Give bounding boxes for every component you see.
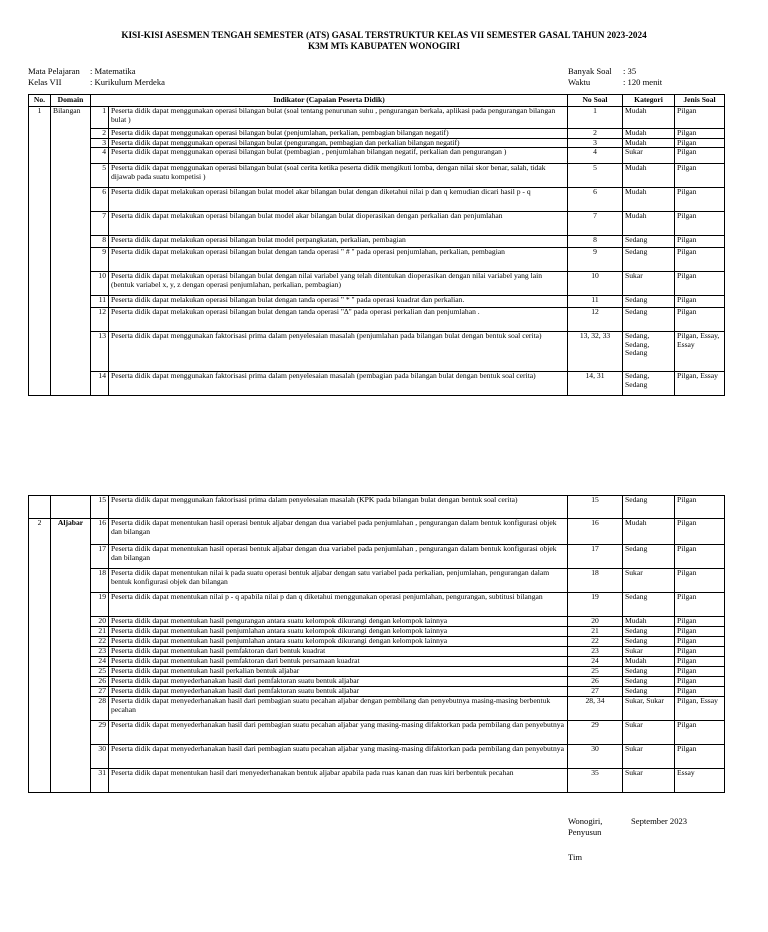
table-row — [29, 107, 725, 129]
kategori-cell: Mudah — [623, 129, 675, 139]
no-soal-cell: 2 — [568, 129, 623, 139]
header-no: No. — [29, 95, 51, 107]
waktu-label: Waktu — [568, 77, 591, 87]
indikator-text: Peserta didik dapat menyederhanakan hasil dari pemfaktoran suatu bentuk aljabar — [109, 677, 568, 687]
indikator-number: 3 — [91, 138, 109, 148]
indikator-number: 2 — [91, 129, 109, 139]
indikator-number: 31 — [91, 769, 109, 793]
jenis-soal-cell: Pilgan — [675, 248, 725, 272]
table-row — [29, 248, 725, 272]
jenis-soal-cell: Pilgan — [675, 721, 725, 745]
table-row — [29, 308, 725, 332]
jenis-soal-cell: Pilgan — [675, 687, 725, 697]
jenis-soal-cell: Pilgan — [675, 107, 725, 129]
indikator-text: Peserta didik dapat melakukan operasi bilangan bulat model akar bilangan bulat dioperasikan dengan perkalian dan penjumlahan — [109, 212, 568, 236]
kategori-cell: Sukar — [623, 647, 675, 657]
table-row — [29, 212, 725, 236]
table-row — [29, 647, 725, 657]
table-row — [29, 569, 725, 593]
no-soal-cell: 18 — [568, 569, 623, 593]
indikator-number: 7 — [91, 212, 109, 236]
domain-cell-empty — [51, 496, 91, 519]
table-row — [29, 164, 725, 188]
table-row — [29, 721, 725, 745]
indikator-text: Peserta didik dapat menyederhanakan hasil dari pembagian suatu pecahan aljabar dengan pembilang dan penyebutnya masing-masing berbentuk pecahan — [109, 697, 568, 721]
table-row — [29, 657, 725, 667]
table-row — [29, 627, 725, 637]
table-row — [29, 637, 725, 647]
footer-role: Penyusun — [568, 827, 602, 837]
jenis-soal-cell: Pilgan — [675, 148, 725, 164]
jenis-soal-cell: Pilgan — [675, 236, 725, 248]
indikator-number: 15 — [91, 496, 109, 519]
jenis-soal-cell: Pilgan, Essay — [675, 372, 725, 396]
indikator-number: 17 — [91, 545, 109, 569]
jenis-soal-cell: Pilgan, Essay, Essay — [675, 332, 725, 372]
indikator-text: Peserta didik dapat menentukan hasil penjumlahan antara suatu kelompok dikurangi dengan kelompok lainnya — [109, 637, 568, 647]
table-row — [29, 296, 725, 308]
header-jenis-soal: Jenis Soal — [675, 95, 725, 107]
kategori-cell: Sukar — [623, 148, 675, 164]
kategori-cell: Sedang — [623, 308, 675, 332]
table-row — [29, 236, 725, 248]
kategori-cell: Sedang — [623, 236, 675, 248]
no-soal-cell: 13, 32, 33 — [568, 332, 623, 372]
indikator-text: Peserta didik dapat menggunakan faktorisasi prima dalam penyelesaian masalah (KPK pada bilangan bulat dengan bentuk soal cerita) — [109, 496, 568, 519]
indikator-text: Peserta didik dapat melakukan operasi bilangan bulat model perpangkatan, perkalian, pembagian — [109, 236, 568, 248]
kategori-cell: Mudah — [623, 519, 675, 545]
indikator-text: Peserta didik dapat menentukan nilai p - q apabila nilai p dan q diketahui menggunakan operasi penjumlahan, pengurangan, subtitusi bilangan — [109, 593, 568, 617]
no-soal-cell: 22 — [568, 637, 623, 647]
indikator-number: 13 — [91, 332, 109, 372]
table-row — [29, 188, 725, 212]
indikator-text: Peserta didik dapat menggunakan operasi bilangan bulat (penjumlahan, perkalian, pembagian bilangan negatif) — [109, 129, 568, 139]
jenis-soal-cell: Pilgan — [675, 569, 725, 593]
kelas-label: Kelas VII — [28, 77, 62, 87]
indikator-text: Peserta didik dapat menyederhanakan hasil dari pembagian suatu pecahan aljabar yang masing-masing difaktorkan pada pembilang dan penyebutnya — [109, 745, 568, 769]
indikator-text: Peserta didik dapat menentukan hasil pengurangan antara suatu kelompok dikurangi dengan kelompok lainnya — [109, 617, 568, 627]
table-row — [29, 593, 725, 617]
indikator-number: 14 — [91, 372, 109, 396]
kategori-cell: Mudah — [623, 164, 675, 188]
document-subtitle: K3M MTs KABUPATEN WONOGIRI — [307, 41, 461, 51]
table-row — [29, 667, 725, 677]
no-soal-cell: 27 — [568, 687, 623, 697]
table-row — [29, 697, 725, 721]
no-soal-cell: 7 — [568, 212, 623, 236]
no-soal-cell: 28, 34 — [568, 697, 623, 721]
kategori-cell: Sedang — [623, 687, 675, 697]
jenis-soal-cell: Pilgan — [675, 138, 725, 148]
jenis-soal-cell: Pilgan — [675, 617, 725, 627]
domain-cell: Aljabar — [51, 519, 91, 793]
no-soal-cell: 9 — [568, 248, 623, 272]
kategori-cell: Sedang — [623, 248, 675, 272]
footer-date: September 2023 — [631, 816, 688, 826]
table-row — [29, 129, 725, 139]
indikator-number: 20 — [91, 617, 109, 627]
header-domain: Domain — [51, 95, 91, 107]
no-soal-cell: 15 — [568, 496, 623, 519]
jenis-soal-cell: Pilgan — [675, 637, 725, 647]
jenis-soal-cell: Pilgan — [675, 496, 725, 519]
no-soal-cell: 19 — [568, 593, 623, 617]
kategori-cell: Sedang — [623, 637, 675, 647]
kategori-cell: Mudah — [623, 188, 675, 212]
kategori-cell: Sukar — [623, 272, 675, 296]
table-row — [29, 519, 725, 545]
no-soal-cell: 8 — [568, 236, 623, 248]
banyak-soal-label: Banyak Soal — [568, 66, 612, 76]
no-soal-cell: 17 — [568, 545, 623, 569]
kategori-cell: Sedang — [623, 627, 675, 637]
table-row — [29, 687, 725, 697]
no-soal-cell: 26 — [568, 677, 623, 687]
jenis-soal-cell: Pilgan, Essay — [675, 697, 725, 721]
indikator-text: Peserta didik dapat menentukan hasil operasi bentuk aljabar dengan dua variabel pada penjumlahan , pengurangan dalam bentuk konfigurasi objek dan bilangan — [109, 519, 568, 545]
table-row — [29, 617, 725, 627]
indikator-text: Peserta didik dapat melakukan operasi bilangan bulat dengan tanda operasi " * " pada operasi kuadrat dan perkalian. — [109, 296, 568, 308]
indikator-number: 9 — [91, 248, 109, 272]
indikator-number: 24 — [91, 657, 109, 667]
footer-city: Wonogiri, — [568, 816, 603, 826]
indikator-text: Peserta didik dapat menggunakan operasi bilangan bulat (soal cerita ketika peserta didik mengikuti lomba, dengan nilai skor benar, salah, tidak dijawab pada suatu kompetisi ) — [109, 164, 568, 188]
kisi-table-page2 — [28, 495, 725, 793]
jenis-soal-cell: Pilgan — [675, 272, 725, 296]
indikator-number: 21 — [91, 627, 109, 637]
no-soal-cell: 20 — [568, 617, 623, 627]
row-number: 2 — [29, 519, 51, 793]
indikator-number: 26 — [91, 677, 109, 687]
jenis-soal-cell: Pilgan — [675, 519, 725, 545]
kategori-cell: Sedang — [623, 496, 675, 519]
kategori-cell: Sedang — [623, 545, 675, 569]
jenis-soal-cell: Pilgan — [675, 657, 725, 667]
kategori-cell: Mudah — [623, 212, 675, 236]
table-row — [29, 138, 725, 148]
kisi-table-page1 — [28, 94, 725, 396]
kelas-value: : Kurikulum Merdeka — [90, 77, 165, 87]
table-row — [29, 769, 725, 793]
indikator-number: 30 — [91, 745, 109, 769]
table-row — [29, 545, 725, 569]
no-soal-cell: 3 — [568, 138, 623, 148]
header-indikator: Indikator (Capaian Peserta Didik) — [91, 95, 568, 107]
indikator-number: 11 — [91, 296, 109, 308]
jenis-soal-cell: Pilgan — [675, 593, 725, 617]
indikator-text: Peserta didik dapat menggunakan faktorisasi prima dalam penyelesaian masalah (pembagian pada bilangan bulat dengan bentuk soal cerita) — [109, 372, 568, 396]
no-soal-cell: 30 — [568, 745, 623, 769]
indikator-number: 22 — [91, 637, 109, 647]
jenis-soal-cell: Pilgan — [675, 296, 725, 308]
no-soal-cell: 21 — [568, 627, 623, 637]
kategori-cell: Mudah — [623, 617, 675, 627]
indikator-text: Peserta didik dapat menentukan hasil pemfaktoran dari bentuk persamaan kuadrat — [109, 657, 568, 667]
indikator-text: Peserta didik dapat menyederhanakan hasil dari pemfaktoran suatu bentuk aljabar — [109, 687, 568, 697]
kategori-cell: Mudah — [623, 138, 675, 148]
no-soal-cell: 24 — [568, 657, 623, 667]
indikator-number: 23 — [91, 647, 109, 657]
no-soal-cell: 1 — [568, 107, 623, 129]
header-no-soal: No Soal — [568, 95, 623, 107]
indikator-text: Peserta didik dapat menentukan hasil perkalian bentuk aljabar — [109, 667, 568, 677]
indikator-number: 12 — [91, 308, 109, 332]
no-soal-cell: 29 — [568, 721, 623, 745]
indikator-number: 19 — [91, 593, 109, 617]
no-soal-cell: 6 — [568, 188, 623, 212]
banyak-soal-value: : 35 — [623, 66, 637, 76]
table-row — [29, 372, 725, 396]
kategori-cell: Sedang — [623, 593, 675, 617]
kategori-cell: Sedang — [623, 667, 675, 677]
table-row — [29, 677, 725, 687]
kategori-cell: Sedang, Sedang, Sedang — [623, 332, 675, 372]
table-row — [29, 332, 725, 372]
waktu-value: : 120 menit — [623, 77, 663, 87]
indikator-number: 28 — [91, 697, 109, 721]
jenis-soal-cell: Pilgan — [675, 212, 725, 236]
jenis-soal-cell: Essay — [675, 769, 725, 793]
jenis-soal-cell: Pilgan — [675, 667, 725, 677]
indikator-text: Peserta didik dapat menggunakan operasi bilangan bulat (pengurangan, pembagian dan perkalian bilangan negatif) — [109, 138, 568, 148]
header-kategori: Kategori — [623, 95, 675, 107]
kategori-cell: Sukar, Sukar — [623, 697, 675, 721]
no-soal-cell: 10 — [568, 272, 623, 296]
row-number: 1 — [29, 107, 51, 396]
indikator-number: 4 — [91, 148, 109, 164]
jenis-soal-cell: Pilgan — [675, 677, 725, 687]
document-title: KISI-KISI ASESMEN TENGAH SEMESTER (ATS) GASAL TERSTRUKTUR KELAS VII SEMESTER GASAL TAHUN 2023-2024 — [121, 30, 647, 40]
jenis-soal-cell: Pilgan — [675, 745, 725, 769]
domain-cell: Bilangan — [51, 107, 91, 396]
footer-name: Tim — [568, 852, 583, 862]
kategori-cell: Mudah — [623, 657, 675, 667]
mapel-label: Mata Pelajaran — [28, 66, 80, 76]
jenis-soal-cell: Pilgan — [675, 164, 725, 188]
indikator-text: Peserta didik dapat menentukan hasil penjumlahan antara suatu kelompok dikurangi dengan kelompok lainnya — [109, 627, 568, 637]
indikator-text: Peserta didik dapat menentukan hasil dari menyederhanakan bentuk aljabar apabila pada ruas kanan dan ruas kiri berbentuk pecahan — [109, 769, 568, 793]
table-row — [29, 148, 725, 164]
indikator-text: Peserta didik dapat menentukan nilai k pada suatu operasi bentuk aljabar dengan satu variabel pada perkalian, penjumlahan, pengurangan dalam bentuk konfigurasi objek dan bilangan — [109, 569, 568, 593]
jenis-soal-cell: Pilgan — [675, 545, 725, 569]
kategori-cell: Sedang — [623, 296, 675, 308]
indikator-number: 10 — [91, 272, 109, 296]
table-row — [29, 496, 725, 519]
indikator-number: 16 — [91, 519, 109, 545]
no-soal-cell: 23 — [568, 647, 623, 657]
indikator-number: 27 — [91, 687, 109, 697]
no-soal-cell: 14, 31 — [568, 372, 623, 396]
jenis-soal-cell: Pilgan — [675, 308, 725, 332]
indikator-number: 29 — [91, 721, 109, 745]
indikator-text: Peserta didik dapat menentukan hasil operasi bentuk aljabar dengan dua variabel pada penjumlahan , pengurangan dalam bentuk konfigurasi objek dan bilangan — [109, 545, 568, 569]
no-soal-cell: 16 — [568, 519, 623, 545]
kategori-cell: Sedang — [623, 677, 675, 687]
jenis-soal-cell: Pilgan — [675, 188, 725, 212]
indikator-text: Peserta didik dapat menggunakan operasi bilangan bulat (soal tentang penurunan suhu , pengurangan berkala, aplikasi pada pengurangan bilangan bulat ) — [109, 107, 568, 129]
kategori-cell: Sukar — [623, 769, 675, 793]
no-cell-empty — [29, 496, 51, 519]
no-soal-cell: 11 — [568, 296, 623, 308]
no-soal-cell: 12 — [568, 308, 623, 332]
no-soal-cell: 35 — [568, 769, 623, 793]
indikator-number: 6 — [91, 188, 109, 212]
indikator-text: Peserta didik dapat menyederhanakan hasil dari pembagian suatu pecahan aljabar yang masing-masing difaktorkan pada pembilang dan penyebutnya — [109, 721, 568, 745]
indikator-text: Peserta didik dapat menggunakan faktorisasi prima dalam penyelesaian masalah (penjumlahan pada bilangan bulat dengan bentuk soal cerita) — [109, 332, 568, 372]
indikator-number: 5 — [91, 164, 109, 188]
kategori-cell: Sedang, Sedang — [623, 372, 675, 396]
indikator-number: 18 — [91, 569, 109, 593]
indikator-text: Peserta didik dapat melakukan operasi bilangan bulat dengan tanda operasi "∆" pada operasi perkalian dan penjumlahan . — [109, 308, 568, 332]
indikator-number: 25 — [91, 667, 109, 677]
no-soal-cell: 25 — [568, 667, 623, 677]
jenis-soal-cell: Pilgan — [675, 129, 725, 139]
no-soal-cell: 4 — [568, 148, 623, 164]
indikator-text: Peserta didik dapat menentukan hasil pemfaktoran dari bentuk kuadrat — [109, 647, 568, 657]
jenis-soal-cell: Pilgan — [675, 647, 725, 657]
table-row — [29, 745, 725, 769]
kategori-cell: Mudah — [623, 107, 675, 129]
kategori-cell: Sukar — [623, 745, 675, 769]
indikator-number: 1 — [91, 107, 109, 129]
mapel-value: : Matematika — [90, 66, 136, 76]
indikator-text: Peserta didik dapat melakukan operasi bilangan bulat dengan tanda operasi " # " pada operasi penjumlahan, perkalian, pembagian — [109, 248, 568, 272]
indikator-text: Peserta didik dapat melakukan operasi bilangan bulat dengan nilai variabel yang telah ditentukan dioperasikan dengan nilai variabel yang lain (bentuk variabel x, y, z dengan operasi penjumlahan, perkalian, pembagian) — [109, 272, 568, 296]
indikator-text: Peserta didik dapat menggunakan operasi bilangan bulat (pembagian , penjumlahan bilangan negatif, perkalian dan pengurangan ) — [109, 148, 568, 164]
jenis-soal-cell: Pilgan — [675, 627, 725, 637]
table-row — [29, 272, 725, 296]
no-soal-cell: 5 — [568, 164, 623, 188]
kategori-cell: Sukar — [623, 569, 675, 593]
table-header-row — [29, 95, 725, 107]
kategori-cell: Sukar — [623, 721, 675, 745]
indikator-text: Peserta didik dapat melakukan operasi bilangan bulat model akar bilangan bulat dengan diketahui nilai p dan q kemudian dicari hasil p - q — [109, 188, 568, 212]
indikator-number: 8 — [91, 236, 109, 248]
